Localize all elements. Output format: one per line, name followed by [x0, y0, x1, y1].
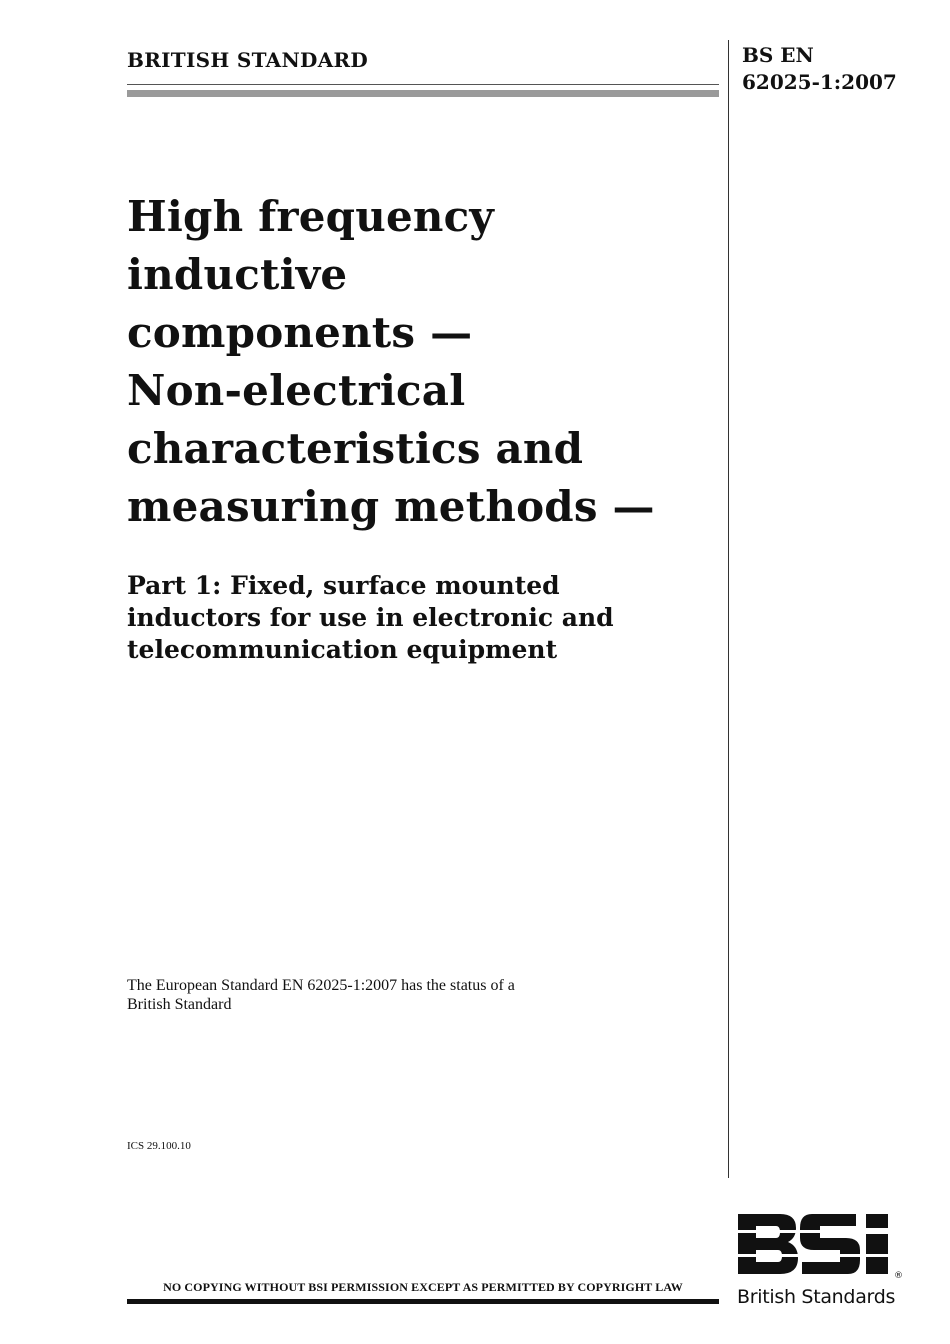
status-line: The European Standard EN 62025-1:2007 has the status of a [127, 977, 515, 994]
document-title [127, 188, 717, 536]
status-line: British Standard [127, 996, 232, 1013]
title-line: inductive [127, 250, 348, 299]
status-statement [127, 976, 717, 1014]
standard-number [742, 42, 932, 96]
part-title-line: telecommunication equipment [127, 635, 558, 664]
part-title-line: inductors for use in electronic and [127, 603, 614, 632]
logo-caption: British Standards [737, 1286, 896, 1308]
title-line: characteristics and [127, 424, 584, 473]
header-thick-rule [127, 90, 719, 97]
footer-rule [127, 1299, 719, 1304]
standard-number-line-1: BS EN [742, 43, 814, 67]
title-line: High frequency [127, 192, 495, 241]
bsi-logo-mark [738, 1214, 888, 1274]
title-line: Non-electrical [127, 366, 466, 415]
title-line: measuring methods — [127, 482, 655, 531]
header-thin-rule [127, 84, 719, 85]
copyright-notice: NO COPYING WITHOUT BSI PERMISSION EXCEPT AS PERMITTED BY COPYRIGHT LAW [163, 1280, 683, 1294]
part-title-line: Part 1: Fixed, surface mounted [127, 571, 560, 600]
standard-number-line-2: 62025-1:2007 [742, 70, 897, 94]
registered-mark: ® [894, 1271, 903, 1281]
column-divider [728, 40, 729, 1178]
part-title [127, 570, 717, 666]
title-line: components — [127, 308, 473, 357]
series-label: BRITISH STANDARD [127, 48, 369, 72]
ics-code: ICS 29.100.10 [127, 1140, 191, 1152]
